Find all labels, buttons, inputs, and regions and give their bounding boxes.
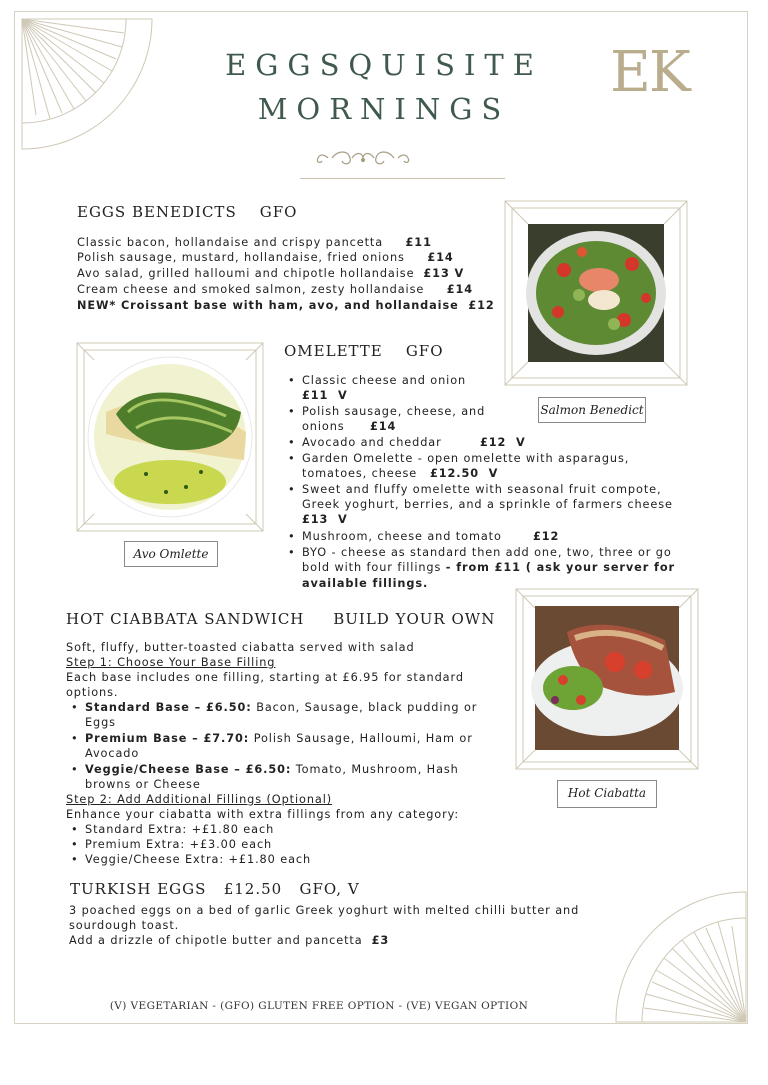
omelette-item-cont: Greek yoghurt, berries, and a sprinkle of farmers cheese <box>302 498 673 511</box>
menu-title-line2: MORNINGS <box>257 92 511 126</box>
ciabatta-extra: • Standard Extra: +£1.80 each <box>85 822 274 837</box>
header-divider <box>300 178 505 179</box>
ciabatta-heading: HOT CIABBATA SANDWICH BUILD YOUR OWN <box>66 610 496 628</box>
ciabatta-base: • Premium Base – £7.70: Polish Sausage, Halloumi, Ham or <box>85 731 473 746</box>
ciabatta-step2-note: Enhance your ciabatta with extra fillings from any category: <box>66 808 460 821</box>
corner-ornament-top-left <box>14 11 156 153</box>
ciabatta-base: • Veggie/Cheese Base – £6.50: Tomato, Mushroom, Hash <box>85 762 459 777</box>
turkish-eggs-desc: sourdough toast. <box>69 919 180 932</box>
ciabatta-extra: • Premium Extra: +£3.00 each <box>85 837 272 852</box>
benedict-item: Cream cheese and smoked salmon, zesty hollandaise £14 <box>77 283 473 296</box>
omelette-item: • Classic cheese and onion <box>302 373 466 388</box>
omelette-item: • Avocado and cheddar <box>302 435 442 450</box>
benedict-item: Polish sausage, mustard, hollandaise, fried onions £14 <box>77 251 454 264</box>
ciabatta-step1: Step 1: Choose Your Base Filling <box>66 656 276 669</box>
salmon-benedict-photo <box>504 200 688 386</box>
omelette-item: • BYO - cheese as standard then add one, two, three or go <box>302 545 672 560</box>
menu-title-line1: EGGSQUISITE <box>225 48 543 82</box>
turkish-eggs-desc: 3 poached eggs on a bed of garlic Greek yoghurt with melted chilli butter and <box>69 904 580 917</box>
ciabatta-extra: • Veggie/Cheese Extra: +£1.80 each <box>85 852 311 867</box>
benedicts-heading: EGGS BENEDICTS GFO <box>77 203 298 221</box>
hot-ciabatta-photo <box>515 588 699 770</box>
omelette-item: • Mushroom, cheese and tomato <box>302 529 502 544</box>
omelette-item-cont: bold with four fillings - from £11 ( ask your server for <box>302 561 675 574</box>
ciabatta-base-cont: Avocado <box>85 747 140 760</box>
dietary-key-footer: (V) VEGETARIAN - (GFO) GLUTEN FREE OPTION - (VE) VEGAN OPTION <box>109 1000 529 1012</box>
flourish-ornament <box>298 148 428 168</box>
omelette-item: • Sweet and fluffy omelette with seasonal fruit compote, <box>302 482 662 497</box>
omelette-item: • Polish sausage, cheese, and <box>302 404 485 419</box>
omelette-price: £11 V <box>302 389 348 402</box>
avo-omelette-caption: Avo Omlette <box>124 541 218 567</box>
omelette-price: £14 <box>370 420 397 433</box>
benedict-item: Avo salad, grilled halloumi and chipotle hollandaise £13 V <box>77 267 465 280</box>
ciabatta-base-cont: Eggs <box>85 716 116 729</box>
hot-ciabatta-caption: Hot Ciabatta <box>557 780 657 808</box>
ciabatta-step1-note: options. <box>66 686 119 699</box>
salmon-benedict-caption: Salmon Benedict <box>538 397 646 423</box>
ciabatta-intro: Soft, fluffy, butter-toasted ciabatta served with salad <box>66 641 415 654</box>
omelette-item-cont: tomatoes, cheese <box>302 467 418 480</box>
avo-omelette-photo <box>76 342 264 532</box>
benedict-item: Classic bacon, hollandaise and crispy pancetta £11 <box>77 236 432 249</box>
ciabatta-base-cont: browns or Cheese <box>85 778 201 791</box>
omelette-item-cont: onions <box>302 420 345 433</box>
omelette-price: £12.50 V <box>430 467 499 480</box>
ciabatta-step1-note: Each base includes one filling, starting at £6.95 for standard <box>66 671 464 684</box>
ciabatta-step2: Step 2: Add Additional Fillings (Optional) <box>66 793 333 806</box>
omelette-item: • Garden Omelette - open omelette with asparagus, <box>302 451 629 466</box>
benedict-item: NEW* Croissant base with ham, avo, and hollandaise £12 <box>77 299 495 312</box>
omelette-heading: OMELETTE GFO <box>284 342 444 360</box>
omelette-price: £12 <box>533 530 560 543</box>
turkish-eggs-addon: Add a drizzle of chipotle butter and pancetta £3 <box>69 934 390 947</box>
ek-logo: EK <box>610 40 689 105</box>
omelette-item-cont: available fillings. <box>302 577 429 590</box>
ciabatta-base: • Standard Base – £6.50: Bacon, Sausage, black pudding or <box>85 700 477 715</box>
omelette-price: £13 V <box>302 513 348 526</box>
turkish-eggs-heading: TURKISH EGGS £12.50 GFO, V <box>70 880 360 898</box>
omelette-price: £12 V <box>480 436 526 449</box>
